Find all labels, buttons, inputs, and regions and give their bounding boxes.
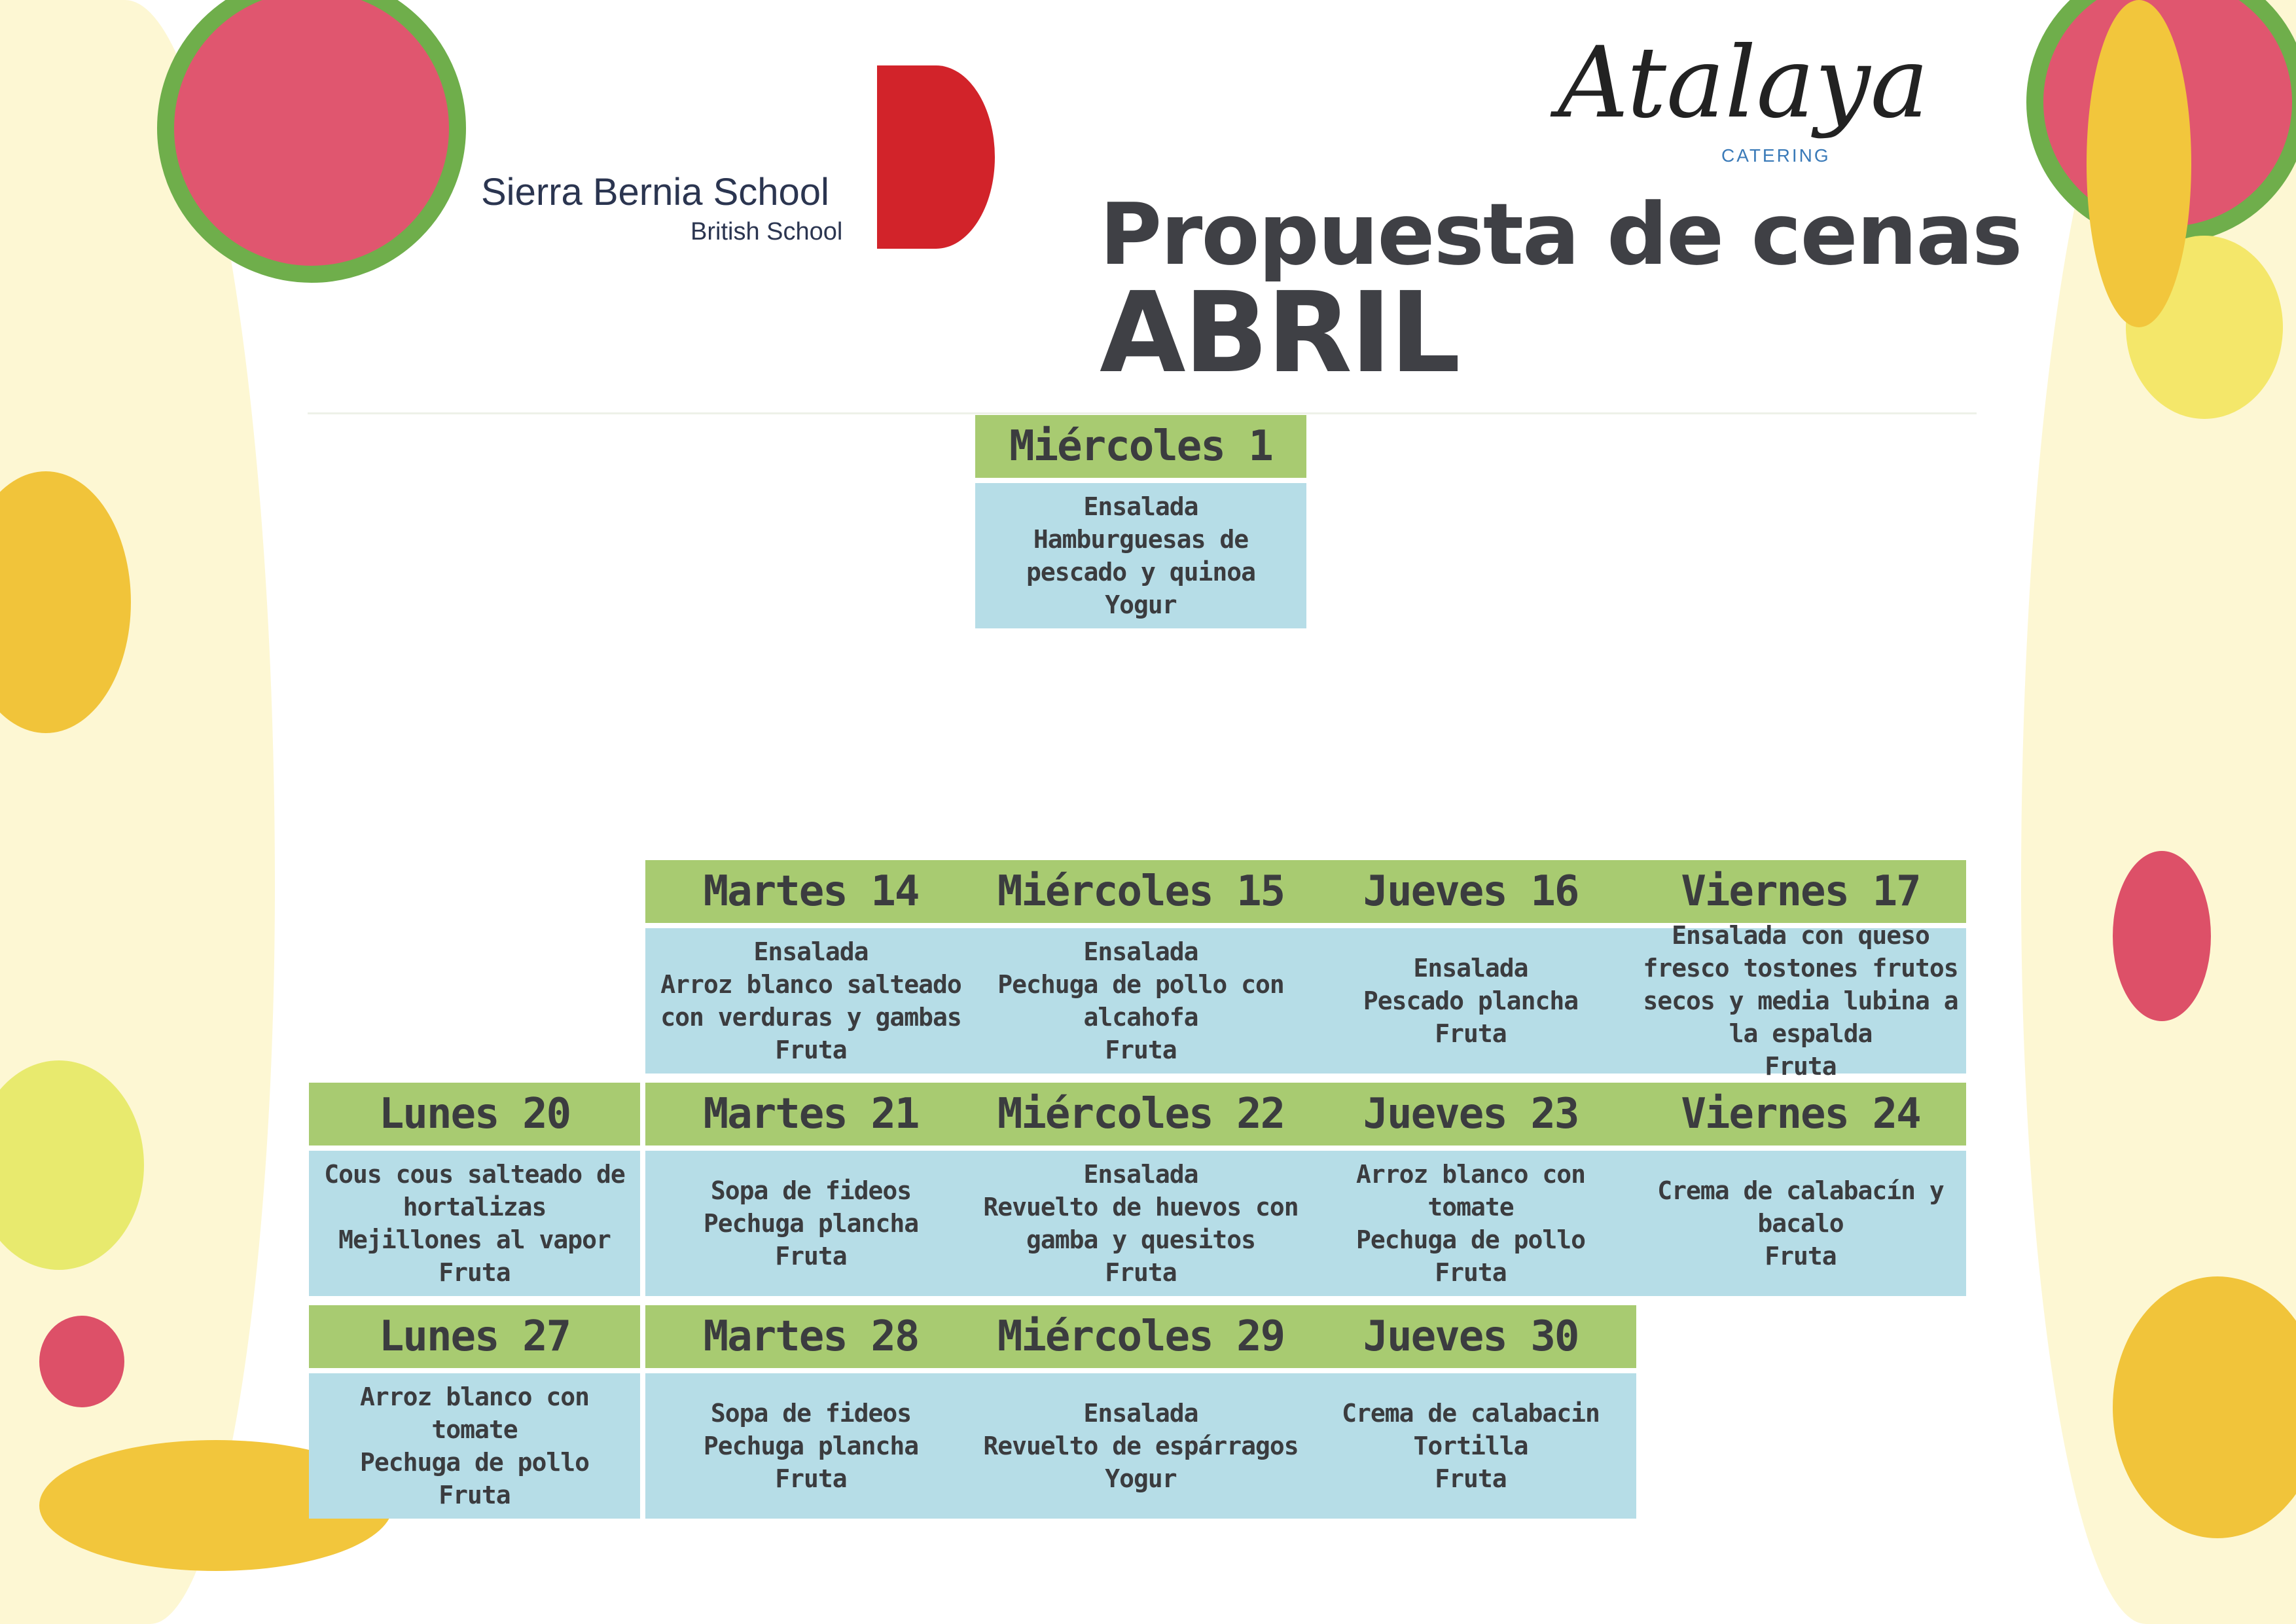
menu-day [1635,860,1966,1081]
menu-day [975,1083,1306,1296]
day-menu [1305,1151,1636,1296]
dish: Ensalada [1083,492,1198,521]
menu-day [975,415,1306,628]
menu-day [1305,1305,1636,1519]
menu-day [1305,1083,1636,1296]
strawberry-icon [2113,851,2211,1021]
day-label: Lunes 27 [309,1305,640,1368]
dish: Sopa de fideos [710,1176,912,1205]
menu-day [645,1305,977,1519]
day-menu [1305,928,1636,1074]
dish: Arroz blanco con tomate [359,1382,590,1444]
dish: Crema de calabacin [1342,1399,1600,1428]
day-label: Jueves 16 [1305,860,1636,923]
dish: Ensalada [1083,1399,1198,1428]
menu-day [645,860,977,1074]
day-label: Jueves 23 [1305,1083,1636,1146]
dish: Ensalada con queso fresco tostones frutos secos y media lubina a la espalda [1643,921,1958,1048]
menu-day [309,1305,640,1519]
divider [308,412,1977,414]
day-label: Martes 14 [645,860,977,923]
dish: Yogur [1105,590,1177,619]
day-menu [975,1373,1306,1519]
day-menu [1635,1151,1966,1296]
dish: Sopa de fideos [710,1399,912,1428]
dish: Ensalada [1083,1160,1198,1189]
day-label: Martes 28 [645,1305,977,1368]
school-name: Sierra Bernia School [481,171,829,213]
menu-day [1635,1083,1966,1296]
day-label: Viernes 24 [1635,1083,1966,1146]
strawberry-icon [39,1316,124,1407]
dish: Cous cous salteado de hortalizas [324,1160,625,1221]
day-menu [975,928,1306,1074]
day-label: Martes 21 [645,1083,977,1146]
dish: Fruta [1435,1464,1507,1493]
page-month: ABRIL [1100,268,1459,398]
menu-day [1305,860,1636,1074]
dish: Tortilla [1413,1432,1528,1460]
dish: Fruta [1105,1258,1177,1287]
dish: Fruta [775,1242,847,1271]
globe-icon [877,65,995,249]
dish: Fruta [1765,1052,1837,1081]
dish: Ensalada [1083,937,1198,966]
page-title: Propuesta de cenas [1100,185,2022,284]
dish: Fruta [439,1481,511,1509]
day-menu [1635,921,1966,1081]
dish: Mejillones al vapor [338,1225,611,1254]
day-label: Miércoles 29 [975,1305,1306,1368]
day-label: Miércoles 1 [975,415,1306,478]
dish: Fruta [1435,1019,1507,1048]
day-label: Miércoles 15 [975,860,1306,923]
day-menu [1305,1373,1636,1519]
dish: Fruta [775,1036,847,1064]
dish: Pechuga de pollo con alcahofa [997,970,1284,1032]
dish: Pechuga de pollo [359,1448,590,1477]
day-menu [645,1373,977,1519]
menu-day [645,1083,977,1296]
day-label: Jueves 30 [1305,1305,1636,1368]
banana-icon [2087,0,2191,327]
school-subtitle: British School [691,218,843,245]
caterer-name: Atalaya [1558,26,1929,140]
day-label: Viernes 17 [1635,860,1966,923]
dish: Revuelto de espárragos [983,1432,1299,1460]
dish: Pescado plancha [1363,986,1579,1015]
dish: Pechuga plancha [703,1209,919,1238]
menu-day [975,860,1306,1074]
menu-day [309,1083,640,1296]
day-menu [975,483,1306,628]
menu-day [975,1305,1306,1519]
dish: Fruta [439,1258,511,1287]
day-menu [645,928,977,1074]
dish: Pechuga de pollo [1355,1225,1586,1254]
day-menu [309,1373,640,1519]
dish: Revuelto de huevos con gamba y quesitos [983,1193,1299,1254]
dish: Pechuga plancha [703,1432,919,1460]
day-label: Miércoles 22 [975,1083,1306,1146]
dish: Yogur [1105,1464,1177,1493]
day-menu [975,1151,1306,1296]
dish: Crema de calabacín y bacalo [1657,1176,1944,1238]
dish: Fruta [1105,1036,1177,1064]
caterer-subtitle: CATERING [1721,145,1831,166]
day-menu [309,1151,640,1296]
dish: Fruta [1435,1258,1507,1287]
dish: Arroz blanco salteado con verduras y gambas [660,970,961,1032]
dish: Ensalada [1413,954,1528,983]
day-menu [645,1151,977,1296]
day-label: Lunes 20 [309,1083,640,1146]
dish: Fruta [775,1464,847,1493]
dish: Ensalada [753,937,869,966]
dish: Arroz blanco con tomate [1355,1160,1586,1221]
dish: Fruta [1765,1242,1837,1271]
dish: Hamburguesas de pescado y quinoa [1026,525,1256,586]
